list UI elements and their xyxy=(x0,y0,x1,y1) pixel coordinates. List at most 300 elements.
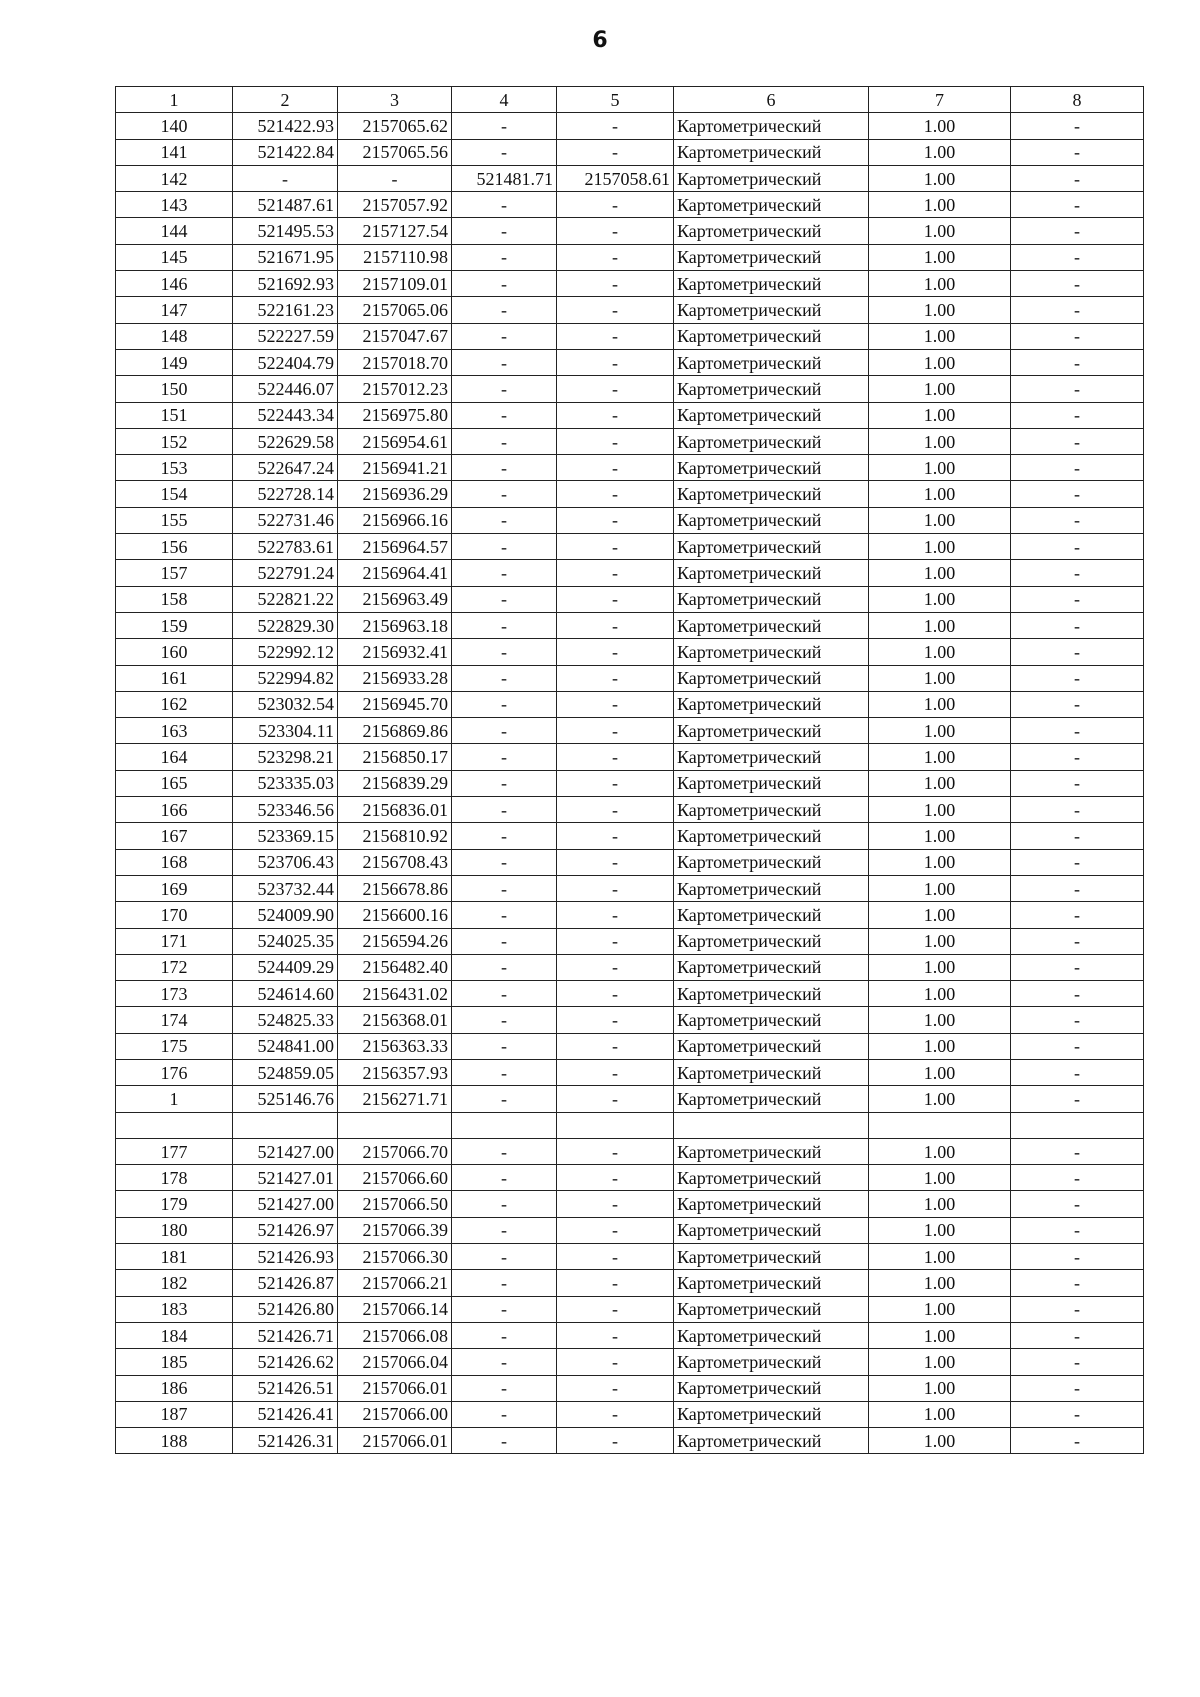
point-number-cell: 178 xyxy=(116,1165,233,1191)
x-coord-alt-cell: - xyxy=(452,297,557,323)
x-coord-cell: 521422.84 xyxy=(233,139,338,165)
y-coord-cell: 2156964.57 xyxy=(338,534,452,560)
y-coord-cell: 2156431.02 xyxy=(338,981,452,1007)
point-number-cell: 171 xyxy=(116,928,233,954)
method-cell: Картометрический xyxy=(674,1059,869,1085)
note-cell: - xyxy=(1011,297,1144,323)
x-coord-alt-cell: - xyxy=(452,323,557,349)
method-cell: Картометрический xyxy=(674,1138,869,1164)
y-coord-alt-cell: - xyxy=(557,1191,674,1217)
point-number-cell: 149 xyxy=(116,349,233,375)
table-row xyxy=(116,1375,1144,1401)
table-row xyxy=(116,744,1144,770)
y-coord-cell: 2157066.60 xyxy=(338,1165,452,1191)
method-cell: Картометрический xyxy=(674,954,869,980)
method-cell: Картометрический xyxy=(674,928,869,954)
x-coord-cell: 522647.24 xyxy=(233,455,338,481)
precision-cell: 1.00 xyxy=(869,376,1011,402)
method-cell: Картометрический xyxy=(674,1217,869,1243)
table-row xyxy=(116,1217,1144,1243)
method-cell: Картометрический xyxy=(674,744,869,770)
y-coord-cell: 2157066.39 xyxy=(338,1217,452,1243)
x-coord-alt-cell: - xyxy=(452,534,557,560)
y-coord-cell: 2156836.01 xyxy=(338,797,452,823)
point-number-cell: 175 xyxy=(116,1033,233,1059)
precision-cell: 1.00 xyxy=(869,849,1011,875)
y-coord-alt-cell: - xyxy=(557,1375,674,1401)
method-cell: Картометрический xyxy=(674,981,869,1007)
y-coord-alt-cell: - xyxy=(557,192,674,218)
precision-cell xyxy=(869,1112,1011,1138)
note-cell: - xyxy=(1011,271,1144,297)
table-row xyxy=(116,271,1144,297)
y-coord-alt-cell: - xyxy=(557,1270,674,1296)
column-header: 7 xyxy=(869,87,1011,113)
precision-cell: 1.00 xyxy=(869,192,1011,218)
column-header: 8 xyxy=(1011,87,1144,113)
y-coord-alt-cell: - xyxy=(557,455,674,481)
note-cell: - xyxy=(1011,639,1144,665)
y-coord-cell: 2157018.70 xyxy=(338,349,452,375)
y-coord-alt-cell: 2157058.61 xyxy=(557,165,674,191)
x-coord-cell: 525146.76 xyxy=(233,1086,338,1112)
table-row xyxy=(116,981,1144,1007)
table-row xyxy=(116,1007,1144,1033)
column-header: 1 xyxy=(116,87,233,113)
x-coord-cell: 521426.97 xyxy=(233,1217,338,1243)
y-coord-alt-cell: - xyxy=(557,981,674,1007)
x-coord-alt-cell: - xyxy=(452,1244,557,1270)
table-row xyxy=(116,586,1144,612)
method-cell: Картометрический xyxy=(674,1401,869,1427)
note-cell: - xyxy=(1011,1401,1144,1427)
y-coord-alt-cell: - xyxy=(557,639,674,665)
x-coord-alt-cell: - xyxy=(452,875,557,901)
method-cell: Картометрический xyxy=(674,402,869,428)
y-coord-alt-cell: - xyxy=(557,612,674,638)
x-coord-cell: 521426.62 xyxy=(233,1349,338,1375)
point-number-cell: 159 xyxy=(116,612,233,638)
x-coord-alt-cell: - xyxy=(452,981,557,1007)
note-cell: - xyxy=(1011,954,1144,980)
precision-cell: 1.00 xyxy=(869,1217,1011,1243)
method-cell: Картометрический xyxy=(674,639,869,665)
x-coord-alt-cell: - xyxy=(452,560,557,586)
x-coord-cell: 523304.11 xyxy=(233,718,338,744)
y-coord-cell: 2156975.80 xyxy=(338,402,452,428)
table-row xyxy=(116,297,1144,323)
note-cell: - xyxy=(1011,218,1144,244)
point-number-cell: 143 xyxy=(116,192,233,218)
point-number-cell: 141 xyxy=(116,139,233,165)
point-number-cell: 179 xyxy=(116,1191,233,1217)
point-number-cell: 162 xyxy=(116,691,233,717)
y-coord-alt-cell: - xyxy=(557,507,674,533)
table-row xyxy=(116,1059,1144,1085)
y-coord-cell: 2157047.67 xyxy=(338,323,452,349)
precision-cell: 1.00 xyxy=(869,1138,1011,1164)
table-row xyxy=(116,455,1144,481)
method-cell: Картометрический xyxy=(674,376,869,402)
precision-cell: 1.00 xyxy=(869,1007,1011,1033)
method-cell: Картометрический xyxy=(674,534,869,560)
note-cell: - xyxy=(1011,1007,1144,1033)
note-cell: - xyxy=(1011,1138,1144,1164)
x-coord-alt-cell: - xyxy=(452,1086,557,1112)
y-coord-cell: 2156708.43 xyxy=(338,849,452,875)
x-coord-alt-cell: - xyxy=(452,1296,557,1322)
x-coord-alt-cell: - xyxy=(452,244,557,270)
note-cell: - xyxy=(1011,849,1144,875)
precision-cell: 1.00 xyxy=(869,1322,1011,1348)
precision-cell: 1.00 xyxy=(869,349,1011,375)
method-cell: Картометрический xyxy=(674,192,869,218)
point-number-cell: 161 xyxy=(116,665,233,691)
point-number-cell: 188 xyxy=(116,1428,233,1454)
x-coord-cell: 524614.60 xyxy=(233,981,338,1007)
method-cell: Картометрический xyxy=(674,770,869,796)
precision-cell: 1.00 xyxy=(869,534,1011,560)
y-coord-cell: 2156941.21 xyxy=(338,455,452,481)
precision-cell: 1.00 xyxy=(869,560,1011,586)
table-row xyxy=(116,665,1144,691)
note-cell: - xyxy=(1011,823,1144,849)
table-row xyxy=(116,165,1144,191)
table-row xyxy=(116,507,1144,533)
point-number-cell: 187 xyxy=(116,1401,233,1427)
note-cell: - xyxy=(1011,1375,1144,1401)
point-number-cell: 176 xyxy=(116,1059,233,1085)
table-row xyxy=(116,113,1144,139)
y-coord-alt-cell: - xyxy=(557,1244,674,1270)
x-coord-cell: 521426.93 xyxy=(233,1244,338,1270)
method-cell: Картометрический xyxy=(674,1322,869,1348)
x-coord-cell: 524409.29 xyxy=(233,954,338,980)
precision-cell: 1.00 xyxy=(869,455,1011,481)
x-coord-cell: 522829.30 xyxy=(233,612,338,638)
note-cell: - xyxy=(1011,455,1144,481)
point-number-cell: 172 xyxy=(116,954,233,980)
y-coord-alt-cell: - xyxy=(557,928,674,954)
point-number-cell: 140 xyxy=(116,113,233,139)
note-cell: - xyxy=(1011,1244,1144,1270)
method-cell: Картометрический xyxy=(674,297,869,323)
y-coord-cell: 2157065.06 xyxy=(338,297,452,323)
y-coord-alt-cell: - xyxy=(557,1401,674,1427)
x-coord-cell: 521692.93 xyxy=(233,271,338,297)
y-coord-alt-cell: - xyxy=(557,1322,674,1348)
x-coord-cell: - xyxy=(233,165,338,191)
note-cell: - xyxy=(1011,349,1144,375)
method-cell: Картометрический xyxy=(674,481,869,507)
table-row xyxy=(116,849,1144,875)
x-coord-cell: 521427.00 xyxy=(233,1138,338,1164)
table-row xyxy=(116,612,1144,638)
table-row xyxy=(116,1401,1144,1427)
x-coord-alt-cell xyxy=(452,1112,557,1138)
point-number-cell: 163 xyxy=(116,718,233,744)
point-number-cell: 157 xyxy=(116,560,233,586)
y-coord-alt-cell: - xyxy=(557,849,674,875)
page-number: 6 xyxy=(592,28,608,53)
point-number-cell: 153 xyxy=(116,455,233,481)
x-coord-cell: 521426.71 xyxy=(233,1322,338,1348)
table-row xyxy=(116,1138,1144,1164)
precision-cell: 1.00 xyxy=(869,1033,1011,1059)
y-coord-alt-cell: - xyxy=(557,271,674,297)
precision-cell: 1.00 xyxy=(869,744,1011,770)
x-coord-alt-cell: - xyxy=(452,586,557,612)
x-coord-cell: 522992.12 xyxy=(233,639,338,665)
y-coord-alt-cell: - xyxy=(557,718,674,744)
x-coord-alt-cell: - xyxy=(452,744,557,770)
y-coord-alt-cell: - xyxy=(557,1217,674,1243)
x-coord-cell: 522443.34 xyxy=(233,402,338,428)
method-cell: Картометрический xyxy=(674,1165,869,1191)
note-cell: - xyxy=(1011,1270,1144,1296)
precision-cell: 1.00 xyxy=(869,797,1011,823)
column-header: 6 xyxy=(674,87,869,113)
note-cell: - xyxy=(1011,1217,1144,1243)
y-coord-alt-cell: - xyxy=(557,823,674,849)
y-coord-cell: 2156964.41 xyxy=(338,560,452,586)
x-coord-cell: 522728.14 xyxy=(233,481,338,507)
column-header: 4 xyxy=(452,87,557,113)
x-coord-alt-cell: - xyxy=(452,1401,557,1427)
point-number-cell: 169 xyxy=(116,875,233,901)
table-row xyxy=(116,1322,1144,1348)
y-coord-cell: 2157066.04 xyxy=(338,1349,452,1375)
x-coord-alt-cell: - xyxy=(452,428,557,454)
note-cell xyxy=(1011,1112,1144,1138)
x-coord-alt-cell: - xyxy=(452,1007,557,1033)
x-coord-cell: 521426.80 xyxy=(233,1296,338,1322)
y-coord-alt-cell: - xyxy=(557,1033,674,1059)
y-coord-cell: 2156839.29 xyxy=(338,770,452,796)
method-cell: Картометрический xyxy=(674,428,869,454)
point-number-cell: 183 xyxy=(116,1296,233,1322)
x-coord-cell: 523706.43 xyxy=(233,849,338,875)
y-coord-cell: 2157110.98 xyxy=(338,244,452,270)
y-coord-alt-cell: - xyxy=(557,113,674,139)
x-coord-alt-cell: - xyxy=(452,1191,557,1217)
y-coord-cell: 2157066.30 xyxy=(338,1244,452,1270)
y-coord-alt-cell: - xyxy=(557,1007,674,1033)
precision-cell: 1.00 xyxy=(869,1244,1011,1270)
method-cell: Картометрический xyxy=(674,165,869,191)
note-cell: - xyxy=(1011,113,1144,139)
x-coord-cell: 521426.41 xyxy=(233,1401,338,1427)
precision-cell: 1.00 xyxy=(869,165,1011,191)
x-coord-alt-cell: - xyxy=(452,718,557,744)
note-cell: - xyxy=(1011,1165,1144,1191)
x-coord-alt-cell: - xyxy=(452,1217,557,1243)
method-cell: Картометрический xyxy=(674,244,869,270)
column-header: 3 xyxy=(338,87,452,113)
y-coord-alt-cell: - xyxy=(557,349,674,375)
y-coord-alt-cell: - xyxy=(557,797,674,823)
note-cell: - xyxy=(1011,507,1144,533)
x-coord-alt-cell: - xyxy=(452,1165,557,1191)
x-coord-alt-cell: - xyxy=(452,691,557,717)
y-coord-alt-cell: - xyxy=(557,218,674,244)
column-header: 5 xyxy=(557,87,674,113)
table-row xyxy=(116,1191,1144,1217)
precision-cell: 1.00 xyxy=(869,1086,1011,1112)
y-coord-alt-cell: - xyxy=(557,323,674,349)
precision-cell: 1.00 xyxy=(869,1165,1011,1191)
precision-cell: 1.00 xyxy=(869,639,1011,665)
point-number-cell: 186 xyxy=(116,1375,233,1401)
y-coord-alt-cell: - xyxy=(557,481,674,507)
precision-cell: 1.00 xyxy=(869,1349,1011,1375)
table-row xyxy=(116,1428,1144,1454)
table-row xyxy=(116,1086,1144,1112)
note-cell: - xyxy=(1011,428,1144,454)
y-coord-cell: 2157066.70 xyxy=(338,1138,452,1164)
y-coord-alt-cell: - xyxy=(557,586,674,612)
x-coord-cell: 524825.33 xyxy=(233,1007,338,1033)
point-number-cell: 142 xyxy=(116,165,233,191)
y-coord-cell: 2156850.17 xyxy=(338,744,452,770)
method-cell: Картометрический xyxy=(674,1428,869,1454)
x-coord-cell: 523346.56 xyxy=(233,797,338,823)
x-coord-alt-cell: - xyxy=(452,1270,557,1296)
table-row xyxy=(116,1112,1144,1138)
y-coord-cell: 2157127.54 xyxy=(338,218,452,244)
y-coord-cell: 2156594.26 xyxy=(338,928,452,954)
point-number-cell: 1 xyxy=(116,1086,233,1112)
x-coord-alt-cell: - xyxy=(452,376,557,402)
column-header: 2 xyxy=(233,87,338,113)
table-row xyxy=(116,928,1144,954)
note-cell: - xyxy=(1011,1296,1144,1322)
point-number-cell: 146 xyxy=(116,271,233,297)
method-cell: Картометрический xyxy=(674,718,869,744)
y-coord-cell: 2156869.86 xyxy=(338,718,452,744)
x-coord-alt-cell: 521481.71 xyxy=(452,165,557,191)
y-coord-cell: 2157066.01 xyxy=(338,1375,452,1401)
x-coord-alt-cell: - xyxy=(452,1138,557,1164)
x-coord-alt-cell: - xyxy=(452,1059,557,1085)
method-cell: Картометрический xyxy=(674,665,869,691)
point-number-cell: 151 xyxy=(116,402,233,428)
x-coord-cell: 522783.61 xyxy=(233,534,338,560)
y-coord-alt-cell: - xyxy=(557,665,674,691)
x-coord-alt-cell: - xyxy=(452,823,557,849)
coordinates-table xyxy=(115,86,1144,1454)
note-cell: - xyxy=(1011,665,1144,691)
y-coord-cell: 2157066.21 xyxy=(338,1270,452,1296)
x-coord-alt-cell: - xyxy=(452,507,557,533)
method-cell: Картометрический xyxy=(674,1270,869,1296)
y-coord-cell: 2156357.93 xyxy=(338,1059,452,1085)
note-cell: - xyxy=(1011,928,1144,954)
x-coord-alt-cell: - xyxy=(452,192,557,218)
y-coord-alt-cell: - xyxy=(557,560,674,586)
precision-cell: 1.00 xyxy=(869,586,1011,612)
precision-cell: 1.00 xyxy=(869,402,1011,428)
point-number-cell: 160 xyxy=(116,639,233,665)
point-number-cell: 173 xyxy=(116,981,233,1007)
y-coord-cell: 2157066.50 xyxy=(338,1191,452,1217)
y-coord-alt-cell: - xyxy=(557,244,674,270)
y-coord-cell: 2156600.16 xyxy=(338,902,452,928)
x-coord-alt-cell: - xyxy=(452,455,557,481)
method-cell: Картометрический xyxy=(674,323,869,349)
point-number-cell: 181 xyxy=(116,1244,233,1270)
x-coord-cell: 521426.31 xyxy=(233,1428,338,1454)
y-coord-cell: 2156932.41 xyxy=(338,639,452,665)
note-cell: - xyxy=(1011,797,1144,823)
table-row xyxy=(116,1244,1144,1270)
precision-cell: 1.00 xyxy=(869,1059,1011,1085)
precision-cell: 1.00 xyxy=(869,1296,1011,1322)
x-coord-alt-cell: - xyxy=(452,665,557,691)
x-coord-cell: 524859.05 xyxy=(233,1059,338,1085)
x-coord-cell: 521422.93 xyxy=(233,113,338,139)
precision-cell: 1.00 xyxy=(869,665,1011,691)
table-row xyxy=(116,560,1144,586)
y-coord-alt-cell: - xyxy=(557,1165,674,1191)
y-coord-alt-cell: - xyxy=(557,376,674,402)
table-row xyxy=(116,402,1144,428)
y-coord-alt-cell: - xyxy=(557,770,674,796)
x-coord-cell xyxy=(233,1112,338,1138)
y-coord-alt-cell: - xyxy=(557,297,674,323)
note-cell: - xyxy=(1011,586,1144,612)
y-coord-alt-cell: - xyxy=(557,534,674,560)
y-coord-alt-cell: - xyxy=(557,954,674,980)
note-cell: - xyxy=(1011,165,1144,191)
method-cell: Картометрический xyxy=(674,1086,869,1112)
table-header-row xyxy=(116,87,1144,113)
note-cell: - xyxy=(1011,534,1144,560)
point-number-cell: 170 xyxy=(116,902,233,928)
x-coord-cell: 523298.21 xyxy=(233,744,338,770)
method-cell: Картометрический xyxy=(674,612,869,638)
table-row xyxy=(116,718,1144,744)
y-coord-cell: 2156678.86 xyxy=(338,875,452,901)
point-number-cell: 167 xyxy=(116,823,233,849)
precision-cell: 1.00 xyxy=(869,1191,1011,1217)
table-row xyxy=(116,770,1144,796)
point-number-cell: 166 xyxy=(116,797,233,823)
x-coord-cell: 522404.79 xyxy=(233,349,338,375)
y-coord-alt-cell: - xyxy=(557,428,674,454)
x-coord-cell: 523032.54 xyxy=(233,691,338,717)
x-coord-alt-cell: - xyxy=(452,402,557,428)
point-number-cell: 150 xyxy=(116,376,233,402)
table-row xyxy=(116,691,1144,717)
precision-cell: 1.00 xyxy=(869,244,1011,270)
x-coord-cell: 522791.24 xyxy=(233,560,338,586)
x-coord-cell: 522161.23 xyxy=(233,297,338,323)
y-coord-alt-cell: - xyxy=(557,1428,674,1454)
x-coord-alt-cell: - xyxy=(452,797,557,823)
y-coord-cell: 2156954.61 xyxy=(338,428,452,454)
table-row xyxy=(116,376,1144,402)
x-coord-alt-cell: - xyxy=(452,849,557,875)
y-coord-alt-cell xyxy=(557,1112,674,1138)
precision-cell: 1.00 xyxy=(869,139,1011,165)
table-row xyxy=(116,954,1144,980)
method-cell: Картометрический xyxy=(674,1033,869,1059)
note-cell: - xyxy=(1011,244,1144,270)
precision-cell: 1.00 xyxy=(869,218,1011,244)
method-cell: Картометрический xyxy=(674,1244,869,1270)
precision-cell: 1.00 xyxy=(869,323,1011,349)
